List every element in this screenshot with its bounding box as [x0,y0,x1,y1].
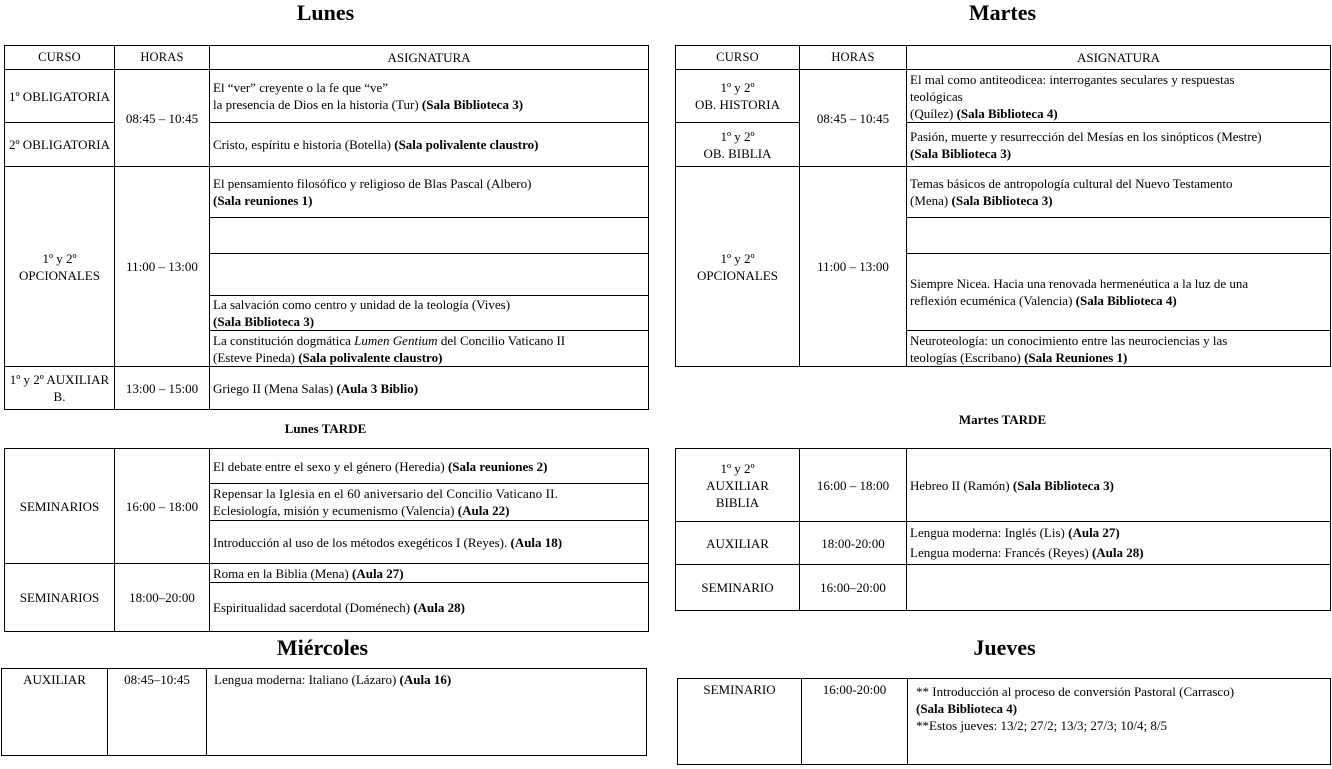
subject-text: Pasión, muerte y resurrección del Mesías en los sinópticos (Mestre) [910,128,1262,144]
room-label: (Sala reuniones 1) [213,193,313,208]
column-header-asignatura: ASIGNATURA [210,46,649,70]
subject-cell [907,522,1331,565]
room-label: (Sala Biblioteca 3) [1012,477,1114,493]
horas-cell: 08:45 – 10:45 [800,70,907,167]
subject-cell [210,367,649,410]
room-label: (Aula 27) [1068,525,1120,540]
subject-cell [907,123,1331,167]
subject-text: Repensar la Iglesia en el 60 aniversario del Concilio Vaticano II. [213,486,559,501]
subject-text: Lengua moderna: Francés (Reyes) [910,545,1089,560]
curso-cell: AUXILIAR [676,522,800,565]
horas-cell: 18:00–20:00 [115,564,210,632]
subject-cell [210,521,649,564]
day-title-martes: Martes [968,0,1037,25]
subject-text: teológicas [910,88,963,104]
horas-cell: 11:00 – 13:00 [115,167,210,367]
curso-cell: 1º y 2º OPCIONALES [5,167,115,367]
room-label: (Aula 28) [413,599,465,615]
subject-text: El “ver” creyente o la fe que “ve” [213,80,389,95]
curso-cell: 1º OBLIGATORIA [5,70,115,123]
column-header-curso: CURSO [676,46,800,70]
subject-text: del Concilio Vaticano II [440,332,566,348]
subject-text: Lengua moderna: Inglés (Lis) [910,525,1065,540]
room-label: (Aula 28) [1091,545,1144,560]
empty-subject-cell [210,254,649,296]
subject-cell [210,449,649,484]
room-label: (Sala polivalente claustro) [298,349,443,365]
day-title-jueves: Jueves [973,635,1036,660]
subject-cell [210,583,649,632]
subject-text: Roma en la Biblia (Mena) [213,565,349,581]
schedule-table-miercoles [1,668,647,756]
room-label: (Sala Biblioteca 4) [916,701,1018,716]
room-label: (Sala Biblioteca 3) [213,314,315,329]
column-header-horas: HORAS [800,46,907,70]
empty-subject-cell [210,218,649,254]
subject-cell [210,484,649,521]
subject-cell [907,254,1331,331]
curso-line: 1º y 2º [720,250,755,266]
room-label: (Sala Biblioteca 4) [1075,293,1177,308]
subject-text: La constitución dogmática [213,332,351,348]
subject-cell [907,70,1331,123]
room-label: (Sala Biblioteca 3) [910,145,1012,161]
subject-cell [907,331,1331,367]
subject-text: El mal como antiteodicea: interrogantes seculares y respuestas [910,71,1235,87]
subject-cell [907,167,1331,218]
subject-cell [210,564,649,583]
curso-line: OPCIONALES [697,267,778,283]
curso-cell [676,167,800,367]
subject-cell [210,70,649,123]
horas-cell: 16:00–20:00 [800,565,907,611]
horas-cell: 11:00 – 13:00 [800,167,907,367]
curso-line: OB. BIBLIA [703,145,772,161]
curso-line: AUXILIAR [706,477,769,493]
subject-cell [210,331,649,367]
schedule-table-martes [675,45,1331,367]
subject-cell [210,167,649,218]
subject-text: Espiritualidad sacerdotal (Doménech) [213,599,411,615]
column-header-asignatura: ASIGNATURA [907,46,1331,70]
room-label: (Aula 27) [352,565,404,581]
room-label: (Sala polivalente claustro) [394,137,539,152]
subject-cell [210,123,649,167]
subject-text: Hebreo II (Ramón) [910,477,1010,493]
subject-text: Siempre Nicea. Hacia una renovada hermenéutica a la luz de una [910,276,1249,291]
empty-subject-cell [907,565,1331,611]
room-label: (Sala Biblioteca 3) [951,193,1053,208]
subject-text: Neuroteología: un conocimiento entre las neurociencias y las [910,332,1228,348]
subject-text: ** Introducción al proceso de conversión Pastoral (Carrasco) [916,684,1235,699]
room-label: (Sala Biblioteca 3) [421,97,524,112]
horas-cell: 16:00 – 18:00 [800,449,907,522]
column-header-curso: CURSO [5,46,115,70]
room-label: (Aula 16) [399,672,452,687]
subject-text: (Quílez) [910,105,954,121]
curso-line: BIBLIA [715,494,760,510]
horas-cell: 13:00 – 15:00 [115,367,210,410]
curso-cell: 1º y 2º AUXILIAR B. [5,367,115,410]
curso-cell [676,123,800,167]
subject-text: Griego II (Mena Salas) [213,380,334,396]
curso-cell: SEMINARIO [676,565,800,611]
section-title-martes-tarde: Martes TARDE [958,412,1047,427]
curso-line: 1º y 2º [720,128,755,144]
column-header-horas: HORAS [115,46,210,70]
room-label: (Aula 22) [457,503,510,518]
subject-cell [207,669,647,756]
horas-cell: 18:00-20:00 [800,522,907,565]
curso-cell [676,449,800,522]
subject-text: Introducción al uso de los métodos exegéticos I (Reyes). [213,534,508,550]
subject-text: (Esteve Pineda) [213,349,295,365]
subject-text: Temas básicos de antropología cultural del Nuevo Testamento [910,176,1233,191]
room-label: (Sala Reuniones 1) [1024,349,1128,365]
subject-cell [908,679,1331,765]
subject-text: la presencia de Dios en la historia (Tur) [213,97,419,112]
day-title-miercoles: Miércoles [276,635,369,660]
schedule-table-martes-tarde [675,448,1331,611]
subject-italic: Lumen Gentium [354,332,438,348]
subject-text: La salvación como centro y unidad de la teología (Vives) [213,297,511,312]
schedule-table-lunes-tarde [4,448,649,632]
subject-text: El debate entre el sexo y el género (Heredia) [213,458,445,474]
subject-text: Cristo, espíritu e historia (Botella) [213,137,391,152]
subject-text: teologías (Escribano) [910,349,1021,365]
subject-text: reflexión ecuménica (Valencia) [910,293,1073,308]
curso-cell: SEMINARIOS [5,564,115,632]
subject-text: (Mena) [910,193,949,208]
curso-line: 1º y 2º [720,460,755,476]
horas-cell: 16:00 – 18:00 [115,449,210,564]
curso-line: OB. HISTORIA [695,97,780,112]
schedule-table-jueves [677,678,1331,765]
subject-text: El pensamiento filosófico y religioso de Blas Pascal (Albero) [213,176,532,191]
curso-cell: 2º OBLIGATORIA [5,123,115,167]
room-label: (Sala reuniones 2) [447,458,548,474]
horas-cell: 16:00-20:00 [802,679,908,765]
subject-cell [210,296,649,331]
curso-cell [676,70,800,123]
day-title-lunes: Lunes [296,0,355,25]
subject-text: Lengua moderna: Italiano (Lázaro) [214,672,397,687]
subject-text: Eclesiología, misión y ecumenismo (Valencia) [213,503,455,518]
horas-cell: 08:45 – 10:45 [115,70,210,167]
room-label: (Aula 18) [510,534,563,550]
subject-cell [907,449,1331,522]
empty-subject-cell [907,218,1331,254]
curso-cell: AUXILIAR [2,669,108,756]
horas-cell: 08:45–10:45 [108,669,207,756]
subject-text: **Estos jueves: 13/2; 27/2; 13/3; 27/3; 10/4; 8/5 [916,718,1167,733]
section-title-lunes-tarde: Lunes TARDE [284,421,367,436]
curso-cell: SEMINARIO [678,679,802,765]
room-label: (Sala Biblioteca 4) [956,105,1058,121]
curso-cell: SEMINARIOS [5,449,115,564]
room-label: (Aula 3 Biblio) [336,380,419,396]
curso-line: 1º y 2º [720,80,755,95]
schedule-table-lunes [4,45,649,410]
